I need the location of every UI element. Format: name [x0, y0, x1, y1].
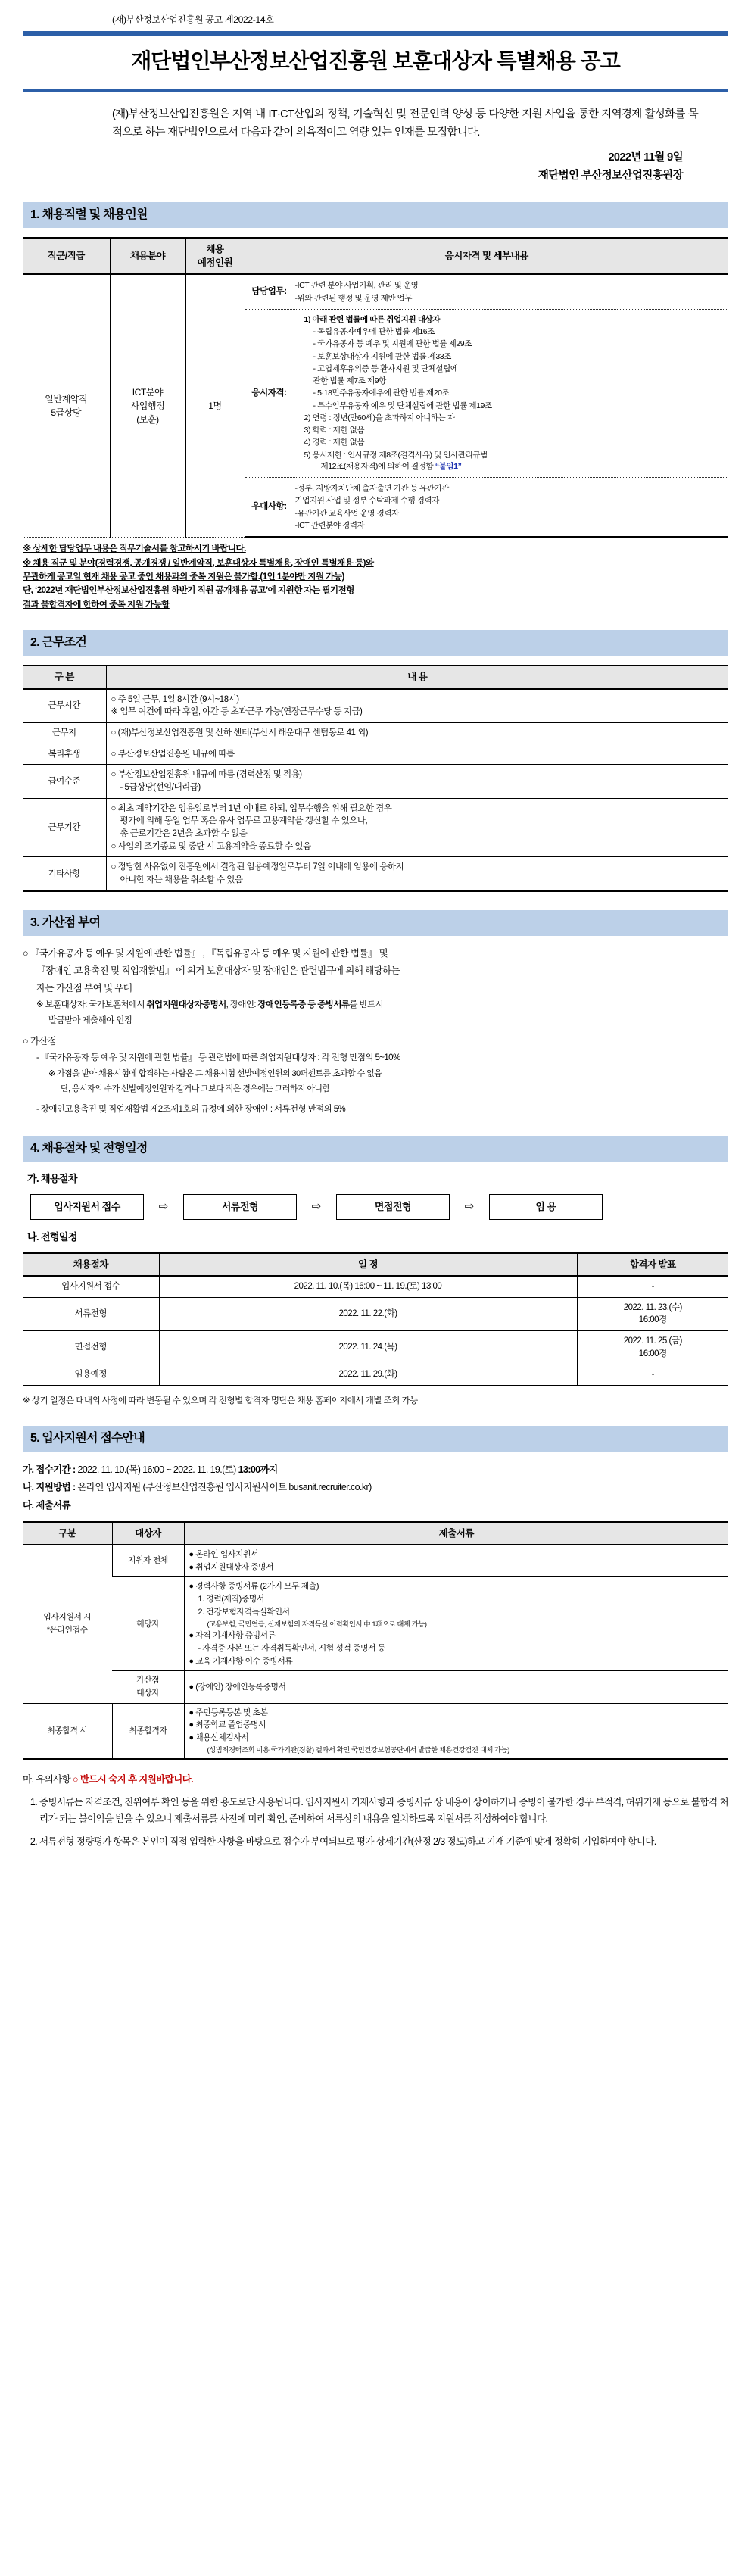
table-row [23, 722, 728, 744]
doc-item: (성범죄경력조회 이용 국가기관(경찰) 결과서 확인 국민건강보험공단에서 발급한 채용건강검진 대체 가능) [207, 1745, 509, 1754]
preference-list [295, 482, 726, 532]
qualification-label: 응시자격: [251, 388, 287, 398]
note-line: 무관하게 공고일 현재 채용 공고 중인 채용과의 중복 지원은 불가함.(1인 1분야만 지원 가능) [23, 572, 344, 582]
bonus-law-line2: 『장애인 고용촉진 및 직업재활법』 에 의거 보훈대상자 및 장애인은 관련법규에 의해 해당하는 [36, 965, 400, 976]
list-item: 관한 법률 제7조 제9항 [313, 376, 386, 386]
doc-target: 가산점 대상자 [112, 1671, 184, 1703]
list-item: - 고엽제후유의증 등 환자지원 및 단체설립에 [313, 363, 458, 373]
note-text-b: 취업지원대상자증명서 [146, 1000, 226, 1010]
col-content: 내 용 [106, 666, 728, 688]
table-row [23, 1364, 728, 1386]
row-division: 급여수준 [23, 765, 106, 798]
duty-label: 담당업무: [251, 287, 287, 297]
doc-item: ● 온라인 입사지원서 [189, 1550, 259, 1559]
col-division: 구 분 [23, 666, 106, 688]
list-item: 4) 경력 : 제한 없음 [304, 438, 365, 448]
schedule-step: 서류전형 [23, 1297, 159, 1330]
doc-target: 해당자 [112, 1577, 184, 1671]
doc-division: 입사지원서 시 *온라인접수 [23, 1545, 112, 1703]
doc-target: 최종합격자 [112, 1703, 184, 1759]
announcement-date: 2022년 11월 9일 [608, 151, 683, 164]
table-row [23, 798, 728, 857]
documents-header [23, 1522, 728, 1545]
section-1-notes [23, 542, 728, 612]
bonus-item-disabled: - 장애인고용촉진 및 직업재활법 제2조제1호의 규정에 의한 장애인 : 서류전형 만점의 5% [36, 1104, 346, 1114]
doc-item: ● (장애인) 장애인등록증명서 [189, 1682, 286, 1692]
flow-step-1[interactable]: 입사지원서 접수 [30, 1194, 144, 1220]
row-content [106, 722, 728, 744]
job-grade-line2: 5급상당 [51, 407, 82, 419]
duty-cell [245, 274, 728, 309]
flow-step-3[interactable]: 면접전형 [336, 1194, 450, 1220]
row-division: 근무시간 [23, 689, 106, 723]
application-method-row [23, 1479, 728, 1497]
note-text-a: ※ 보훈대상자: 국가보훈처에서 [36, 1000, 147, 1010]
bonus-points-block [23, 945, 728, 1118]
recruitment-table [23, 237, 728, 538]
job-field-line3: (보훈) [136, 414, 159, 426]
col-job-grade: 직군/직급 [23, 238, 110, 274]
row-division: 기타사항 [23, 857, 106, 891]
job-field-line1: ICT분야 [132, 387, 164, 398]
cautions-heading [23, 1772, 728, 1789]
row-content [106, 744, 728, 765]
table-row [23, 1577, 728, 1671]
signature-block [23, 150, 683, 184]
list-item: 5) 응시제한 : 인사규정 제8조(결격사유) 및 인사관리규범 [304, 450, 488, 460]
col-headcount [185, 238, 245, 274]
col-date: 일 정 [159, 1253, 577, 1276]
preference-label: 우대사항: [251, 502, 287, 512]
job-field-line2: 사업행정 [130, 401, 165, 412]
row-division: 근무기간 [23, 798, 106, 857]
table-row [23, 1276, 728, 1297]
list-item: 3) 학력 : 제한 없음 [304, 426, 365, 435]
schedule-step: 임용예정 [23, 1364, 159, 1386]
doc-item: ● 경력사항 증빙서류 (2가지 모두 제출) [189, 1582, 319, 1592]
subsection-b-heading: 나. 전형일정 [27, 1231, 77, 1243]
signer-name: 재단법인 부산정보산업진흥원장 [538, 169, 683, 182]
content-line: 아니한 자는 채용을 취소할 수 있음 [120, 875, 243, 884]
documents-body [23, 1545, 728, 1759]
work-conditions-body [23, 689, 728, 891]
title-rule-top [23, 31, 728, 36]
table-row [23, 689, 728, 723]
bonus-law-line3: 자는 가산점 부여 및 우대 [36, 983, 132, 994]
application-method-label: 나. 지원방법 : [23, 1482, 76, 1493]
col-headcount-line1: 채용 [206, 244, 224, 255]
list-item: - 독립유공자예우에 관한 법률 제16조 [313, 327, 435, 337]
section-5-heading: 5. 입사지원서 접수안내 [23, 1426, 728, 1452]
table-row [23, 1545, 728, 1577]
title-rule-bottom [23, 89, 728, 92]
schedule-step: 면접전형 [23, 1331, 159, 1364]
doc-item: ● 주민등록등본 및 초본 [189, 1707, 268, 1717]
application-period-deadline: 13:00까지 [238, 1464, 278, 1475]
row-content [106, 689, 728, 723]
flow-step-2[interactable]: 서류전형 [183, 1194, 297, 1220]
list-item: - 보훈보상대상자 지원에 관한 법률 제33조 [313, 351, 451, 361]
preference-cell [245, 478, 728, 538]
schedule-announcement: 2022. 11. 25.(금) 16:00경 [577, 1331, 728, 1364]
list-item: 2) 연령 : 정년(만60세)을 초과하지 아니하는 자 [304, 413, 455, 423]
doc-target: 지원자 전체 [112, 1545, 184, 1577]
job-grade-cell [23, 274, 110, 537]
schedule-announcement: - [577, 1364, 728, 1386]
col-headcount-line2: 예정인원 [197, 257, 233, 269]
bonus-cap-exception: 단, 응시자의 수가 선발예정인원과 같거나 그보다 적은 경우에는 그러하지 아니함 [61, 1084, 330, 1094]
application-method-value: 온라인 입사지원 (부산정보산업진흥원 입사지원사이트 busanit.recruiter.co.kr) [77, 1482, 372, 1493]
required-documents-label: 다. 제출서류 [23, 1500, 71, 1511]
cautions-list [23, 1795, 728, 1851]
col-doc-target: 대상자 [112, 1522, 184, 1545]
attachment-reference: “붙임1” [435, 461, 462, 471]
content-line: ○ 정당한 사유없이 진흥원에서 결정된 임용예정일로부터 7일 이내에 임용에 응하지 [111, 862, 404, 872]
note-text-d: 장애인등록증 등 증빙서류 [257, 1000, 350, 1010]
flow-arrow-icon: ⇨ [311, 1200, 322, 1214]
doc-division: 최종합격 시 [23, 1703, 112, 1759]
section-3-heading: 3. 가산점 부여 [23, 910, 728, 936]
col-doc-list: 제출서류 [184, 1522, 728, 1545]
content-line: 총 근로기간은 2년을 초과할 수 없음 [120, 828, 248, 838]
doc-item: (고용보험, 국민연금, 산재보험의 자격득실 이력확인서 中 1项으로 대체 가능) [207, 1620, 427, 1628]
list-item: -유관기관 교육사업 운영 경력자 [294, 508, 399, 518]
note-line: 결과 불합격자에 한하여 중복 지원 가능함 [23, 600, 170, 610]
bonus-cap-note: ※ 가점을 받아 채용시험에 합격하는 사람은 그 채용시험 선발예정인원의 30퍼센트를 초과할 수 없음 [48, 1069, 382, 1079]
content-line: ※ 업무 여건에 따라 휴일, 야간 등 초과근무 가능(연장근무수당 등 지급) [111, 707, 363, 717]
intro-paragraph: (재)부산정보산업진흥원은 지역 내 IT·CT산업의 정책, 기술혁신 및 전문인력 양성 등 다양한 지원 사업을 통한 지역경제 활성화를 목적으로 하는 재단법인으로서 다음과 같이 의욕적이고 역량 있는 인재를 모집합니다. [112, 108, 698, 139]
list-item: - 5·18민주유공자예우에 관한 법률 제20조 [313, 388, 450, 398]
application-period-label: 가. 접수기간 : [23, 1464, 76, 1475]
note-line: 단, ‘2022년 재단법인부산정보산업진흥원 하반기 직원 공개채용 공고’에 지원한 자는 필기전형 [23, 586, 354, 596]
content-line: ○ 주 5일 근무, 1일 8시간 (9시~18시) [111, 694, 239, 704]
doc-item: - 자격증 사본 또는 자격취득확인서, 시험 성적 증명서 등 [198, 1643, 385, 1653]
list-item: -ICT 관련분야 경력자 [294, 520, 365, 530]
cautions-label: 마. 유의사항 [23, 1774, 71, 1785]
doc-list [184, 1545, 728, 1577]
schedule-date: 2022. 11. 22.(화) [159, 1297, 577, 1330]
doc-list [184, 1703, 728, 1759]
list-item: -위와 관련된 행정 및 운영 제반 업무 [294, 293, 413, 303]
col-announcement: 합격자 발표 [577, 1253, 728, 1276]
qualification-last-text: 제12조(채용자격)에 의하여 결정함 [320, 461, 434, 471]
recruitment-flow [30, 1194, 728, 1220]
page-title: 재단법인부산정보산업진흥원 보훈대상자 특별채용 공고 [131, 49, 620, 73]
list-item: 기업지원 사업 및 정부 수탁과제 수행 경력자 [294, 496, 439, 506]
table-row [23, 1331, 728, 1364]
qualification-title: 1) 아래 관련 법률에 따른 취업지원 대상자 [304, 314, 441, 324]
table-row [23, 1297, 728, 1330]
col-step: 채용절차 [23, 1253, 159, 1276]
qualification-last-line [295, 461, 726, 472]
duty-list [295, 279, 726, 304]
job-field-cell [110, 274, 185, 537]
qualification-cell [245, 309, 728, 477]
schedule-step: 입사지원서 접수 [23, 1276, 159, 1297]
section-4-heading: 4. 채용절차 및 전형일정 [23, 1136, 728, 1162]
col-qualification: 응시자격 및 세부내용 [245, 238, 728, 274]
schedule-body [23, 1276, 728, 1386]
doc-list [184, 1671, 728, 1703]
application-period-value: 2022. 11. 10.(목) 16:00 ~ 2022. 11. 19.(토) [77, 1464, 238, 1475]
flow-step-4[interactable]: 임 용 [489, 1194, 603, 1220]
table-row [23, 1671, 728, 1703]
bonus-subheading: ○ 가산점 [23, 1035, 57, 1046]
application-period-row [23, 1461, 728, 1480]
content-line: ○ (재)부산정보산업진흥원 및 산하 센터(부산시 해운대구 센텀동로 41 외) [111, 728, 369, 738]
duty-row [23, 274, 728, 309]
content-line: 평가에 의해 동일 업무 혹은 유사 업무로 고용계약을 갱신할 수 있으나, [120, 816, 368, 826]
section-1-heading: 1. 채용직렬 및 채용인원 [23, 202, 728, 228]
schedule-announcement: - [577, 1276, 728, 1297]
document-number: (재)부산정보산업진흥원 공고 제2022-14호 [112, 14, 274, 25]
doc-list [184, 1577, 728, 1671]
qualification-list [295, 314, 726, 472]
table-header-row [23, 238, 728, 274]
bonus-evidence-note-line1 [23, 997, 728, 1013]
job-grade-line1: 일반계약직 [45, 394, 88, 405]
note-text-e: 를 반드시 [349, 1000, 383, 1010]
table-row [23, 765, 728, 798]
bonus-law-line1: ○ 『국가유공자 등 예우 및 지원에 관한 법률』 , 『독립유공자 등 예우 및 지원에 관한 법률』 및 [23, 947, 388, 959]
content-line: ○ 사업의 조기종료 및 중단 시 고용계약을 종료할 수 있음 [111, 841, 311, 851]
cautions-block [23, 1772, 728, 1851]
schedule-date: 2022. 11. 29.(화) [159, 1364, 577, 1386]
col-job-field: 채용분야 [110, 238, 185, 274]
section-2-heading: 2. 근무조건 [23, 630, 728, 656]
table-row [23, 744, 728, 765]
doc-item: ● 최종학교 졸업증명서 [189, 1720, 266, 1730]
content-line: ○ 최초 계약기간은 임용일로부터 1년 이내로 하되, 업무수행을 위해 필요한 경우 [111, 803, 392, 813]
headcount-cell: 1명 [185, 274, 245, 537]
row-division: 근무지 [23, 722, 106, 744]
schedule-footnote: ※ 상기 일정은 대내외 사정에 따라 변동될 수 있으며 각 전형별 합격자 명단은 채용 홈페이지에서 개별 조회 가능 [23, 1396, 418, 1406]
work-conditions-table [23, 665, 728, 891]
note-line: ※ 채용 직군 및 분야(경력경쟁, 공개경쟁 / 일반계약직, 보훈대상자 특별채용, 장애인 특별채용 등)와 [23, 558, 374, 568]
table-row [23, 1703, 728, 1759]
table-row [23, 857, 728, 891]
application-info [23, 1461, 728, 1515]
bonus-item-veteran: - 『국가유공자 등 예우 및 지원에 관한 법률』 등 관련법에 따른 취업지원대상자 : 각 전형 만점의 5~10% [36, 1053, 400, 1062]
cautions-emphasis: ○ 반드시 숙지 후 지원바랍니다. [73, 1774, 194, 1785]
row-division: 복리후생 [23, 744, 106, 765]
doc-item: ● 취업지원대상자 증명서 [189, 1562, 274, 1572]
content-line: - 5급상당(선임/대리급) [120, 782, 201, 792]
flow-arrow-icon: ⇨ [464, 1200, 475, 1214]
row-content [106, 798, 728, 857]
row-content [106, 857, 728, 891]
doc-item: ● 채용신체검사서 [189, 1733, 249, 1743]
flow-arrow-icon: ⇨ [158, 1200, 169, 1214]
work-conditions-header [23, 666, 728, 688]
schedule-header [23, 1253, 728, 1276]
schedule-date: 2022. 11. 24.(목) [159, 1331, 577, 1364]
list-item: - 국가유공자 등 예우 및 지원에 관한 법률 제29조 [313, 339, 472, 349]
list-item: - 특수임무유공자 예우 및 단체설립에 관한 법률 제19조 [313, 401, 492, 410]
caution-item: 2. 서류전형 정량평가 항목은 본인이 직접 입력한 사항을 바탕으로 점수가 부여되므로 평가 상세기간(산정 2/3 정도)하고 기재 기준에 맞게 정확히 기입하여야 합니다. [39, 1834, 728, 1851]
doc-item: ● 자격 기재사항 증빙서류 [189, 1631, 276, 1641]
content-line: ○ 부산정보산업진흥원 내규에 따름 [111, 749, 235, 759]
bonus-evidence-note-line2: 발급받아 제출해야 인정 [48, 1016, 132, 1026]
schedule-announcement: 2022. 11. 23.(수) 16:00경 [577, 1297, 728, 1330]
list-item: -정부, 지방자치단체 출자출연 기관 등 유관기관 [294, 484, 449, 494]
doc-item: ● 교육 기재사항 이수 증빙서류 [189, 1656, 293, 1666]
col-doc-division: 구분 [23, 1522, 112, 1545]
schedule-date: 2022. 11. 10.(목) 16:00 ~ 11. 19.(토) 13:00 [159, 1276, 577, 1297]
schedule-table [23, 1252, 728, 1386]
subsection-a-heading: 가. 채용절차 [27, 1173, 77, 1185]
documents-table [23, 1521, 728, 1760]
row-content [106, 765, 728, 798]
title-block [23, 31, 728, 92]
list-item: -ICT 관련 분야 사업기획, 관리 및 운영 [294, 281, 419, 291]
note-line: ※ 상세한 담당업무 내용은 직무기술서를 참고하시기 바랍니다. [23, 544, 246, 554]
doc-item: 1. 경력(재직)증명서 [198, 1595, 264, 1605]
doc-item: 2. 건강보험자격득실확인서 [198, 1607, 290, 1617]
note-text-c: , 장애인: [226, 1000, 258, 1010]
caution-item: 1. 증빙서류는 자격조건, 진위여부 확인 등을 위한 용도로만 사용됩니다. 입사지원서 기재사항과 증빙서류 상 내용이 상이하거나 증빙이 불가한 경우 부적격, 허위기재 등으로 불합격 처리가 되는 불이익을 받을 수 있으니 제출서류를 사전에 미리 확인, 준비하여 서류상의 내용을 일치하도록 지원서를 작성하여야 합니다. [39, 1795, 728, 1828]
content-line: ○ 부산정보산업진흥원 내규에 따름 (경력산정 및 적용) [111, 770, 302, 780]
